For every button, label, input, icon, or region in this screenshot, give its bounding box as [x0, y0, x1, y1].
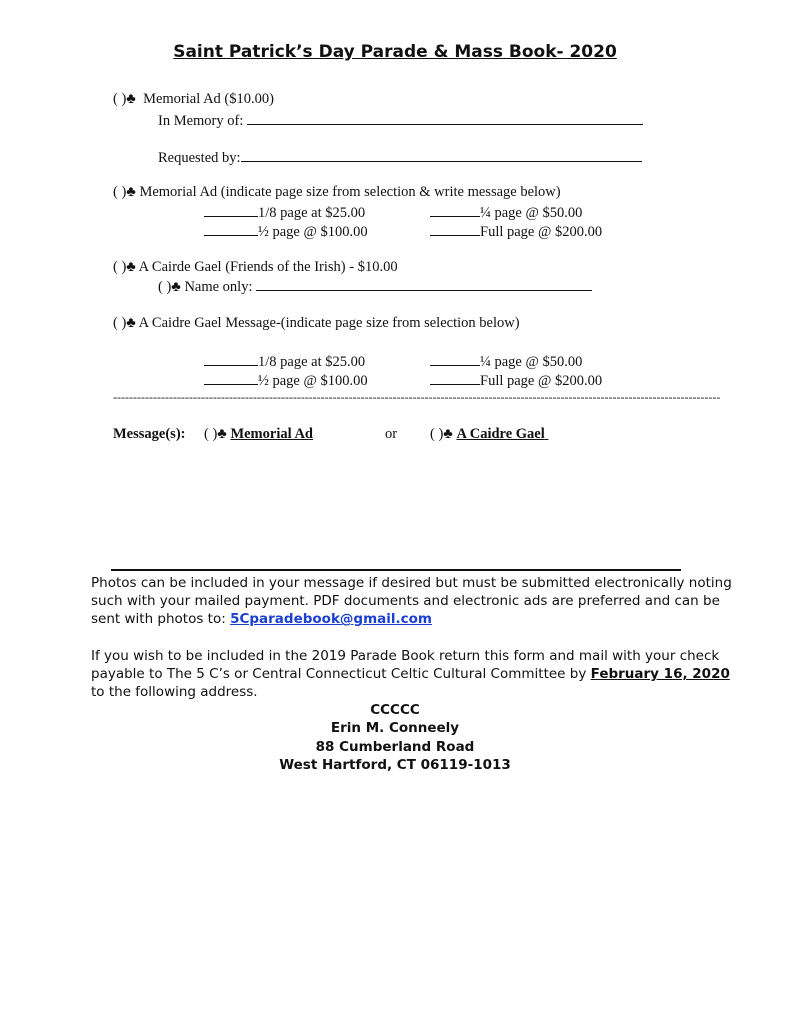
return-line-2-text: payable to The 5 C’s or Central Connecticut Celtic Cultural Committee by	[91, 666, 587, 682]
checkbox[interactable]: ( )	[430, 426, 444, 442]
checkbox[interactable]: ( )	[113, 91, 127, 107]
option-label: Memorial Ad ($10.00)	[143, 91, 274, 107]
return-line-1: If you wish to be included in the 2019 Parade Book return this form and mail with your check	[91, 648, 720, 664]
address-city: West Hartford, CT 06119-1013	[279, 757, 511, 773]
checkbox[interactable]: ( )	[113, 315, 127, 331]
size-eighth[interactable]	[204, 351, 365, 371]
requested-by-field[interactable]	[241, 147, 642, 162]
message-memorial-option[interactable]	[204, 425, 313, 443]
checkbox[interactable]: ( )	[158, 279, 172, 295]
caidre-gael-message-option[interactable]	[113, 314, 520, 332]
clover-icon: ♣	[126, 259, 136, 275]
checkbox[interactable]: ( )	[113, 259, 127, 275]
size-label: ½ page @ $100.00	[258, 373, 368, 389]
caidre-gael-link[interactable]: A Caidre Gael	[456, 426, 545, 442]
size-blank[interactable]	[430, 351, 480, 366]
page-title: Saint Patrick’s Day Parade & Mass Book- 2020	[173, 42, 617, 62]
size-quarter[interactable]	[430, 351, 582, 371]
option-label: Memorial Ad (indicate page size from selection & write message below)	[139, 184, 561, 200]
in-memory-row	[158, 110, 643, 130]
name-only-label: Name only:	[184, 279, 253, 295]
clover-icon: ♣	[126, 91, 136, 107]
size-full[interactable]	[430, 370, 602, 390]
or-label: or	[385, 426, 398, 442]
message-caidre-option[interactable]	[430, 425, 548, 443]
size-blank[interactable]	[204, 202, 258, 217]
messages-label: Message(s):	[113, 426, 186, 442]
checkbox[interactable]: ( )	[204, 426, 218, 442]
size-label: Full page @ $200.00	[480, 224, 603, 240]
cairde-gael-option[interactable]	[113, 258, 398, 276]
address-street: 88 Cumberland Road	[315, 739, 475, 755]
memorial-ad-link[interactable]: Memorial Ad	[230, 426, 313, 442]
checkbox[interactable]: ( )	[113, 184, 127, 200]
address-org: CCCCC	[370, 702, 420, 718]
address-name: Erin M. Conneely	[330, 720, 460, 736]
dashed-separator: --------------------------------------------------------------------------------------------------------------------------------------------------------	[113, 390, 721, 404]
clover-icon: ♣	[171, 279, 181, 295]
size-blank[interactable]	[204, 221, 258, 236]
size-quarter[interactable]	[430, 202, 582, 222]
size-label: ¼ page @ $50.00	[480, 205, 583, 221]
photos-line-3-text: sent with photos to:	[91, 611, 226, 627]
clover-icon: ♣	[126, 184, 136, 200]
return-line-3: to the following address.	[91, 684, 258, 700]
name-only-row[interactable]	[158, 276, 592, 296]
email-link[interactable]: 5Cparadebook@gmail.com	[230, 611, 432, 627]
option-label: A Cairde Gael (Friends of the Irish) - $10.00	[138, 259, 398, 275]
clover-icon: ♣	[126, 315, 136, 331]
size-full[interactable]	[430, 221, 602, 241]
size-blank[interactable]	[430, 202, 480, 217]
size-label: 1/8 page at $25.00	[258, 205, 366, 221]
photos-line-1: Photos can be included in your message if desired but must be submitted electronically noting	[91, 575, 732, 591]
clover-icon: ♣	[443, 426, 453, 442]
memorial-ad-option[interactable]	[113, 90, 274, 108]
photos-line-3	[91, 610, 432, 628]
size-label: ½ page @ $100.00	[258, 224, 368, 240]
option-label: A Caidre Gael Message-(indicate page size from selection below)	[138, 315, 520, 331]
in-memory-label: In Memory of:	[158, 113, 244, 129]
size-label: ¼ page @ $50.00	[480, 354, 583, 370]
photos-line-2: such with your mailed payment. PDF documents and electronic ads are preferred and can be	[91, 593, 720, 609]
requested-by-label: Requested by:	[158, 150, 241, 166]
deadline-date: February 16, 2020	[590, 666, 730, 682]
name-only-field[interactable]	[256, 276, 592, 291]
size-blank[interactable]	[430, 221, 480, 236]
size-eighth[interactable]	[204, 202, 365, 222]
size-label: Full page @ $200.00	[480, 373, 603, 389]
clover-icon: ♣	[217, 426, 227, 442]
size-label: 1/8 page at $25.00	[258, 354, 366, 370]
size-blank[interactable]	[204, 370, 258, 385]
memorial-ad-size-option[interactable]	[113, 183, 561, 201]
size-blank[interactable]	[204, 351, 258, 366]
size-half[interactable]	[204, 370, 368, 390]
requested-by-row	[158, 147, 642, 167]
in-memory-field[interactable]	[247, 110, 643, 125]
size-blank[interactable]	[430, 370, 480, 385]
message-line[interactable]	[111, 569, 681, 571]
return-line-2	[91, 665, 730, 683]
size-half[interactable]	[204, 221, 368, 241]
